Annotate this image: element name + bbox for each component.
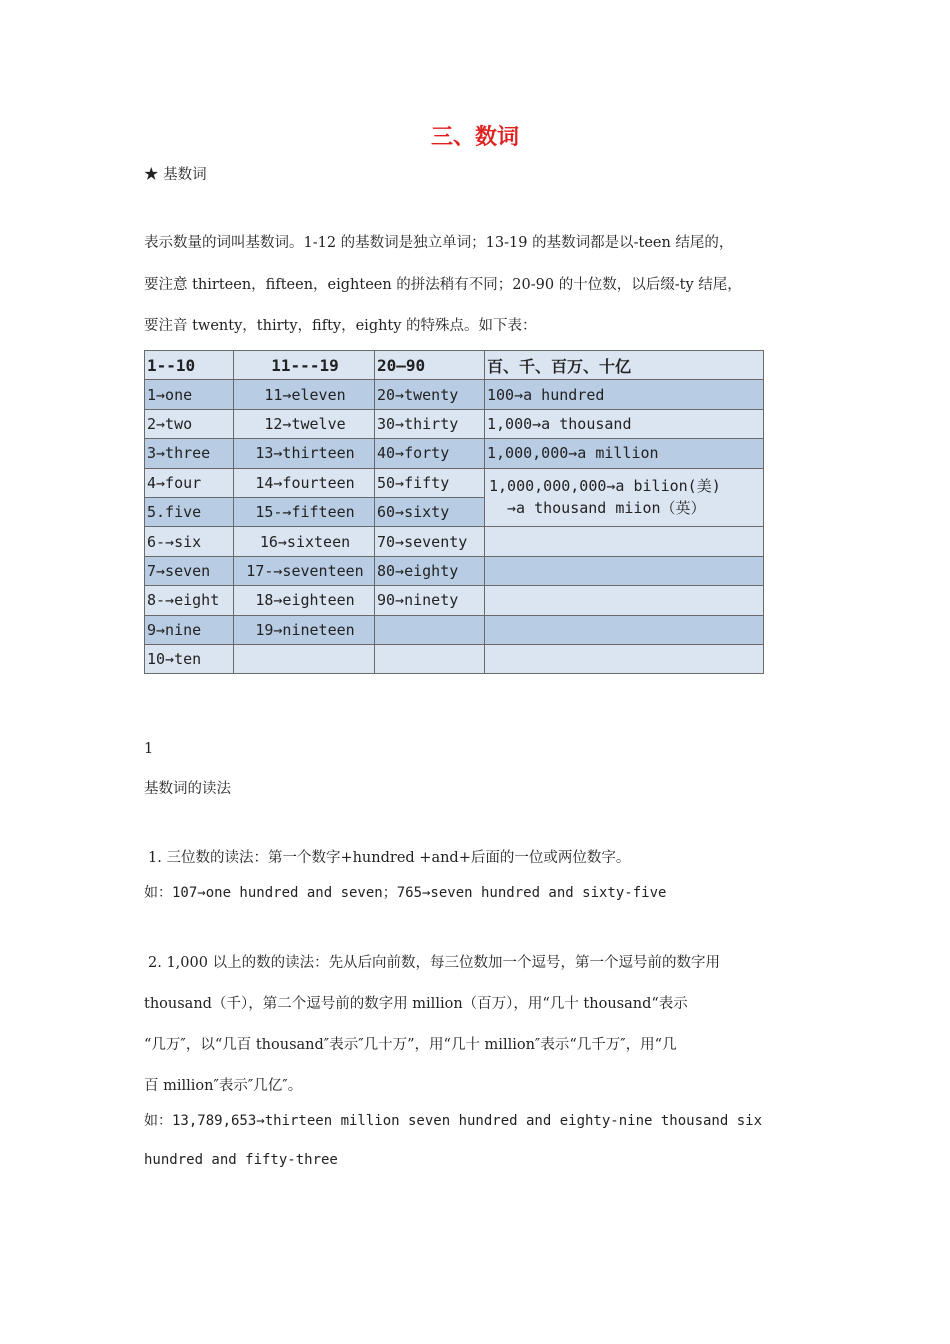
table-cell: 20→twenty [375, 380, 485, 409]
table-header: 1--10 [145, 351, 234, 380]
table-row [145, 586, 764, 615]
table-cell [375, 644, 485, 673]
table-cell: 6-→six [145, 527, 234, 556]
table-row [145, 468, 764, 497]
table-cell: 90→ninety [375, 586, 485, 615]
intro-line-1: 表示数量的词叫基数词。1-12 的基数词是独立单词；13-19 的基数词都是以-teen 结尾的， [144, 235, 734, 251]
billion-line-1: 1,000,000,000→a bilion(美) [489, 477, 721, 496]
rule-2-line-4: 百 million″表示″几亿″。 [144, 1078, 303, 1094]
table-cell [234, 644, 375, 673]
table-cell: 10→ten [145, 644, 234, 673]
rule-2-line-1: 2. 1,000 以上的数的读法：先从后向前数，每三位数加一个逗号，第一个逗号前的数字用 [148, 955, 721, 971]
billion-line-2: →a thousand miion（英） [507, 499, 706, 518]
table-cell: 5.five [145, 497, 234, 526]
table-cell: 9→nine [145, 615, 234, 644]
rule-2-example-line-2: hundred and fifty-three [144, 1152, 338, 1168]
table-cell: 70→seventy [375, 527, 485, 556]
table-cell [485, 644, 764, 673]
section-number: 1 [144, 741, 154, 757]
table-cell: 13→thirteen [234, 439, 375, 468]
table-cell: 19→nineteen [234, 615, 375, 644]
table-cell [375, 615, 485, 644]
table-cell: 18→eighteen [234, 586, 375, 615]
table-row [145, 527, 764, 556]
table-cell: 16→sixteen [234, 527, 375, 556]
table-row [145, 380, 764, 409]
table-cell: 7→seven [145, 556, 234, 585]
billion-merged-cell [485, 468, 764, 527]
rule-1-text: 1. 三位数的读法：第一个数字+hundred +and+后面的一位或两位数字。 [148, 850, 631, 866]
table-cell: 2→two [145, 409, 234, 438]
cardinal-numbers-table [144, 350, 764, 674]
table-row [145, 644, 764, 673]
table-header: 11---19 [234, 351, 375, 380]
table-header-row [145, 351, 764, 380]
table-cell: 100→a hundred [485, 380, 764, 409]
rule-2-line-3: “几万″，以“几百 thousand″表示″几十万”，用“几十 million″表示“几千万″，用“几 [144, 1037, 677, 1053]
page-title: 三、数词 [430, 125, 519, 150]
table-cell [485, 615, 764, 644]
table-cell [485, 527, 764, 556]
rule-2-example-line-1: 如：13,789,653→thirteen million seven hundred and eighty-nine thousand six [144, 1113, 763, 1129]
table-row [145, 615, 764, 644]
table-cell: 14→fourteen [234, 468, 375, 497]
table-cell: 1,000,000→a million [485, 439, 764, 468]
table-cell: 80→eighty [375, 556, 485, 585]
table-row [145, 409, 764, 438]
table-cell: 4→four [145, 468, 234, 497]
table-cell: 40→forty [375, 439, 485, 468]
table-header: 20—90 [375, 351, 485, 380]
rule-1-example: 如：107→one hundred and seven；765→seven hundred and sixty-five [144, 885, 667, 901]
table-cell: 1,000→a thousand [485, 409, 764, 438]
table-row [145, 439, 764, 468]
intro-line-3: 要注音 twenty，thirty，fifty，eighty 的特殊点。如下表： [144, 318, 537, 334]
table-header: 百、千、百万、十亿 [485, 351, 764, 380]
intro-line-2: 要注意 thirteen，fifteen，eighteen 的拼法稍有不同；20-90 的十位数，以后缀-ty 结尾， [144, 277, 742, 293]
table-row [145, 556, 764, 585]
table-cell: 11→eleven [234, 380, 375, 409]
subheading: ★ 基数词 [144, 167, 207, 183]
rule-2-line-2: thousand（千），第二个逗号前的数字用 million（百万），用“几十 thousand“表示 [144, 996, 688, 1012]
table-cell: 3→three [145, 439, 234, 468]
table-cell [485, 556, 764, 585]
section-title: 基数词的读法 [144, 781, 231, 797]
table-cell: 15-→fifteen [234, 497, 375, 526]
table-cell: 8-→eight [145, 586, 234, 615]
table-cell [485, 586, 764, 615]
table-cell: 17-→seventeen [234, 556, 375, 585]
table-cell: 30→thirty [375, 409, 485, 438]
table-cell: 1→one [145, 380, 234, 409]
table-cell: 50→fifty [375, 468, 485, 497]
table-cell: 60→sixty [375, 497, 485, 526]
table-cell: 12→twelve [234, 409, 375, 438]
